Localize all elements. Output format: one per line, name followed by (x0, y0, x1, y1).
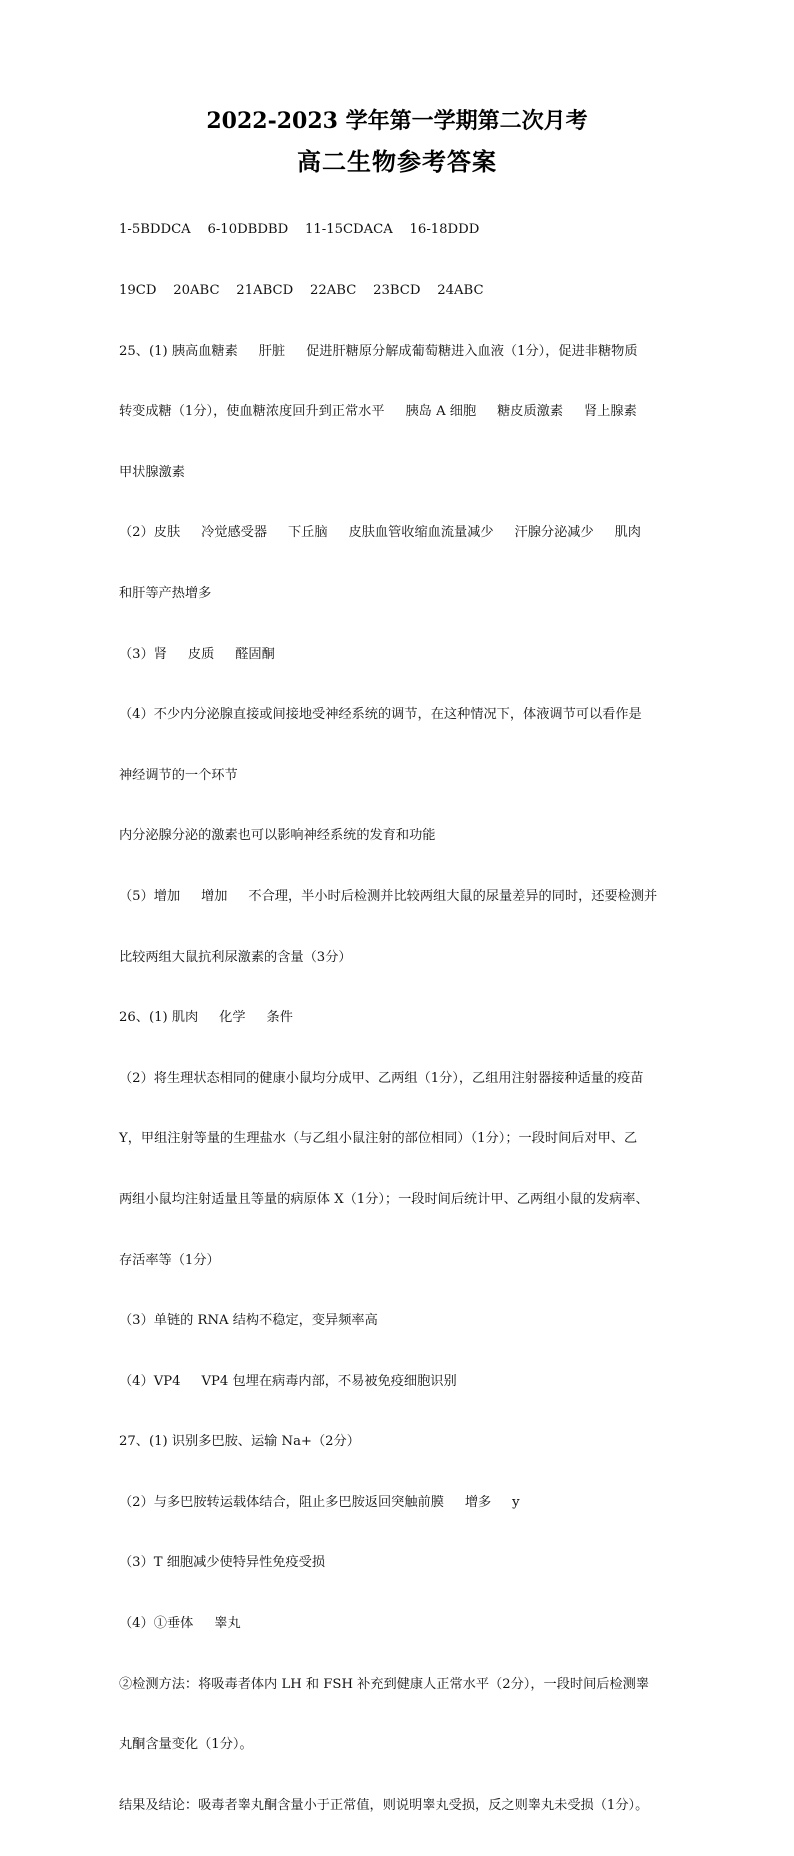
answer-line: （4）不少内分泌腺直接或间接地受神经系统的调节，在这种情况下，体液调节可以看作是 (119, 707, 642, 723)
answer-line: 27、(1) 识别多巴胺、运输 Na+（2分） (119, 1434, 360, 1450)
answer-line: 比较两组大鼠抗利尿激素的含量（3分） (119, 949, 352, 965)
answer-line: （4）VP4 VP4 包埋在病毒内部，不易被免疫细胞识别 (119, 1373, 457, 1389)
answer-line: 神经调节的一个环节 (119, 767, 238, 783)
answer-key-title: 高二生物参考答案 (297, 147, 497, 176)
answer-line: 19CD 20ABC 21ABCD 22ABC 23BCD 24ABC (119, 283, 484, 298)
answer-line: 丸酮含量变化（1分）。 (119, 1737, 253, 1753)
answer-line: 甲状腺激素 (119, 464, 185, 480)
answer-line: （5）增加 增加 不合理，半小时后检测并比较两组大鼠的尿量差异的同时，还要检测并 (119, 888, 658, 904)
answer-line: （2）皮肤 冷觉感受器 下丘脑 皮肤血管收缩血流量减少 汗腺分泌减少 肌肉 (119, 525, 641, 541)
answer-line: （2）与多巴胺转运载体结合，阻止多巴胺返回突触前膜 增多 y (119, 1494, 520, 1510)
answer-line: （3）肾 皮质 醛固酮 (119, 646, 275, 662)
answer-line: 结果及结论：吸毒者睾丸酮含量小于正常值，则说明睾丸受损，反之则睾丸未受损（1分）。 (119, 1797, 649, 1813)
answer-line: 转变成糖（1分），使血糖浓度回升到正常水平 胰岛 A 细胞 糖皮质激素 肾上腺素 (119, 404, 637, 420)
exam-title: 2022-2023 学年第一学期第二次月考 (206, 108, 588, 134)
answer-line: 存活率等（1分） (119, 1252, 220, 1268)
answer-line: （2）将生理状态相同的健康小鼠均分成甲、乙两组（1分），乙组用注射器接种适量的疫苗 (119, 1070, 644, 1086)
answer-line: ②检测方法：将吸毒者体内 LH 和 FSH 补充到健康人正常水平（2分），一段时间后检测睾 (119, 1676, 650, 1692)
answer-line: （3）T 细胞减少使特异性免疫受损 (119, 1555, 326, 1571)
answer-line: 1-5BDDCA 6-10DBDBD 11-15CDACA 16-18DDD (119, 222, 480, 238)
answer-body (119, 180, 699, 1856)
answer-line: （3）单链的 RNA 结构不稳定，变异频率高 (119, 1313, 378, 1329)
answer-line: 25、(1) 胰高血糖素 肝脏 促进肝糖原分解成葡萄糖进入血液（1分），促进非糖物质 (119, 343, 638, 359)
answer-line: 和肝等产热增多 (119, 585, 212, 601)
answer-line: 两组小鼠均注射适量且等量的病原体 X（1分）；一段时间后统计甲、乙两组小鼠的发病率、 (119, 1191, 649, 1207)
answer-line: Y，甲组注射等量的生理盐水（与乙组小鼠注射的部位相同）（1分）；一段时间后对甲、乙 (119, 1131, 638, 1147)
answer-line: （4）①垂体 睾丸 (119, 1616, 241, 1632)
answer-line: 26、(1) 肌肉 化学 条件 (119, 1010, 293, 1026)
answer-line: 内分泌腺分泌的激素也可以影响神经系统的发育和功能 (119, 828, 436, 844)
